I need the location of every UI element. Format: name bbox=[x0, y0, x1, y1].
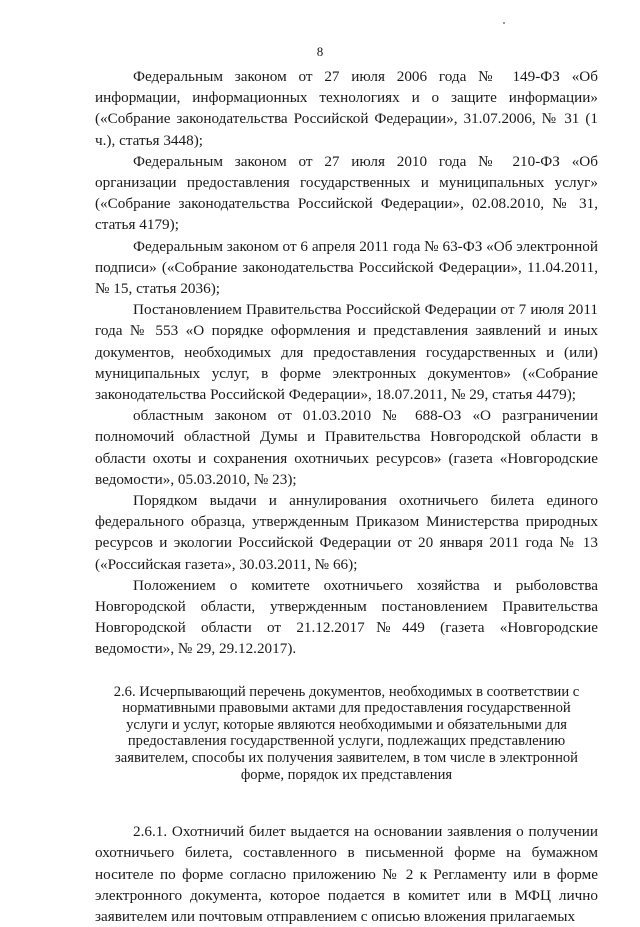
scan-speck bbox=[503, 22, 505, 24]
order-paragraph-hunting-ticket: Порядком выдачи и аннулирования охотничьего билета единого федерального образца, утвержденным Приказом Министерства природных ресурсов и экологии Российской Федерации от 20 января 2011 года № 13 («Российская газета», 30.03.2011, № 66); bbox=[95, 492, 598, 573]
committee-regulation-paragraph: Положением о комитете охотничьего хозяйства и рыболовства Новгородской области, утвержденным постановлением Правительства Новгородской области от 21.12.2017№449 (газета «Новгородские ведомости», № 29, 29.12.2017). bbox=[95, 576, 598, 658]
resolution-paragraph-553: Постановлением Правительства Российской Федерации от 7 июля 2011 года № 553 «О порядке оформления и представления заявлений и иных документов, необходимых для предоставления государственных и (или) муниципальных услуг, в форме электронных документов» («Собрание законодательства Российской Федерации», 18.07.2011, № 29, статья 4479); bbox=[95, 301, 598, 404]
law-paragraph-149fz: Федеральным законом от 27 июля 2006 года № 149-ФЗ «Об информации, информационных технологиях и о защите информации» («Собрание законодательства Российской Федерации», 31.07.2006, № 31 (1 ч.), статья 3448); bbox=[95, 68, 598, 149]
section-heading-2-6: 2.6. Исчерпывающий перечень документов, необходимых в соответствии с нормативными правовыми актами для предоставления государственной услуги и услуг, которые являются необходимыми и обязательными для предоставления государственной услуги, подлежащих представлению заявителем, способы их получения заявителем, в том числе в электронной форме, порядок их представления bbox=[113, 683, 580, 783]
page-number: 8 bbox=[316, 44, 324, 59]
document-body bbox=[95, 66, 598, 927]
paragraph-2-6-1: 2.6.1. Охотничий билет выдается на основании заявления о получении охотничьего билета, составленного в письменной форме на бумажном носителе по форме согласно приложению № 2 к Регламенту или в форме электронного документа, которое подается в комитет или в МФЦ лично заявителем или почтовым отправлением с описью вложения прилагаемых bbox=[95, 823, 598, 926]
regional-law-paragraph-688oz: областным законом от 01.03.2010 № 688-ОЗ «О разграничении полномочий областной Думы и Правительства Новгородской области в области охоты и сохранения охотничьих ресурсов» (газета «Новгородские ведомости», 05.03.2010, № 23); bbox=[95, 407, 598, 488]
law-paragraph-210fz: Федеральным законом от 27 июля 2010 года № 210-ФЗ «Об организации предоставления государственных и муниципальных услуг» («Собрание законодательства Российской Федерации», 02.08.2010, № 31, статья 4179); bbox=[95, 152, 598, 234]
law-paragraph-63fz: Федеральным законом от 6 апреля 2011 года № 63-ФЗ «Об электронной подписи» («Собрание законодательства Российской Федерации», 11.04.2011, № 15, статья 2036); bbox=[95, 237, 598, 298]
